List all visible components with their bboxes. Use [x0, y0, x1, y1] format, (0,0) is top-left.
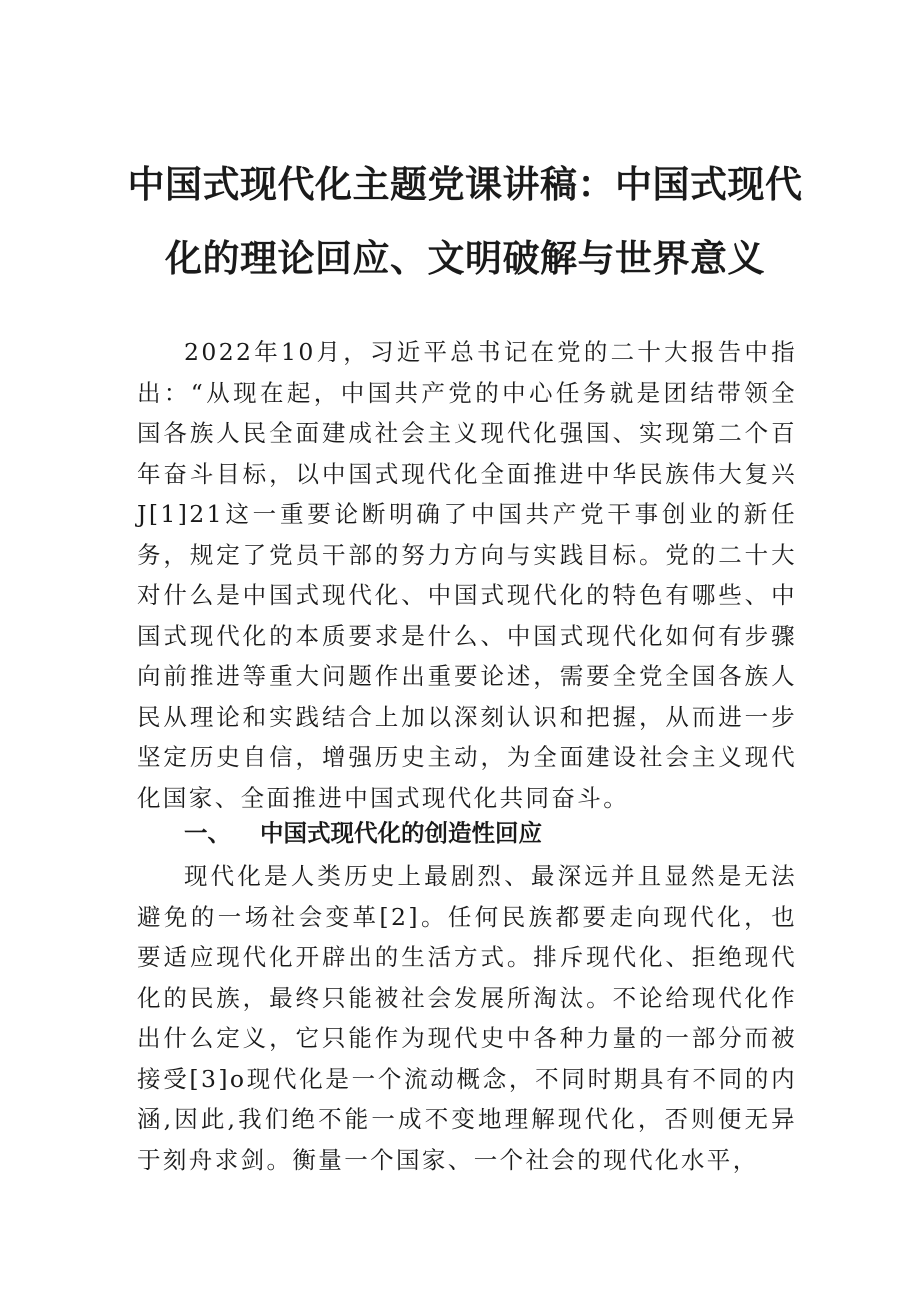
section-paragraph: 现代化是人类历史上最剧烈、最深远并且显然是无法避免的一场社会变革[2]。任何民族都要走向现代化，也要适应现代化开辟出的生活方式。排斥现代化、拒绝现代化的民族，最终只能被社会发展所淘汰。不论给现代化作出什么定义，它只能作为现代史中各种力量的一部分而被接受[3]o现代化是一个流动概念，不同时期具有不同的内涵,因此,我们绝不能一成不变地理解现代化，否则便无异于刻舟求剑。衡量一个国家、一个社会的现代化水平， [137, 862, 797, 1174]
section-heading [184, 813, 542, 853]
intro-paragraph: 2022年10月，习近平总书记在党的二十大报告中指出：“从现在起，中国共产党的中心任务就是团结带领全国各族人民全面建成社会主义现代化强国、实现第二个百年奋斗目标，以中国式现代化全面推进中华民族伟大复兴J[1]21这一重要论断明确了中国共产党干事创业的新任务，规定了党员干部的努力方向与实践目标。党的二十大对什么是中国式现代化、中国式现代化的特色有哪些、中国式现代化的本质要求是什么、中国式现代化如何有步骤向前推进等重大问题作出重要论述，需要全党全国各族人民从理论和实践结合上加以深刻认识和把握，从而进一步坚定历史自信，增强历史主动，为全面建设社会主义现代化国家、全面推进中国式现代化共同奋斗。 [137, 338, 797, 812]
section-number: 一、 [184, 819, 231, 847]
section-heading-text: 中国式现代化的创造性回应 [260, 819, 542, 847]
document-title: 中国式现代化主题党课讲稿：中国式现代化的理论回应、文明破解与世界意义 [127, 163, 803, 280]
